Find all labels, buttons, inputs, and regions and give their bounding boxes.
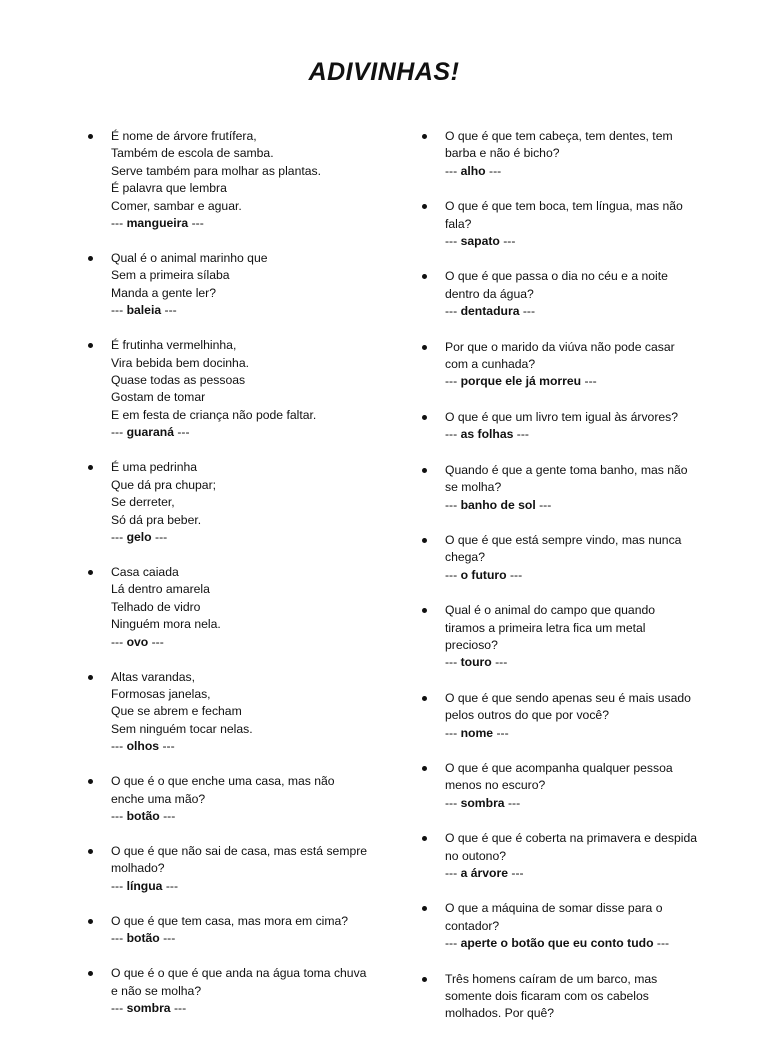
riddle-line: Qual é o animal marinho que — [111, 251, 268, 266]
riddle-line: menos no escuro? — [445, 778, 546, 793]
riddle-line: O que é que sendo apenas seu é mais usado — [445, 690, 691, 705]
riddle-answer: --- dentadura --- — [445, 304, 536, 319]
riddle-answer: --- a árvore --- — [445, 866, 524, 880]
riddle-line: molhados. Por quê? — [445, 1006, 555, 1021]
riddle-item — [86, 965, 386, 1017]
bullet-icon — [422, 468, 427, 473]
riddle-answer: --- língua --- — [111, 878, 179, 893]
riddle-line: Qual é o animal do campo que quando — [445, 603, 656, 618]
riddle-line: Altas varandas, — [111, 669, 196, 684]
bullet-icon — [422, 345, 427, 350]
riddle-item — [420, 198, 710, 250]
riddle-item — [420, 409, 710, 444]
riddle-answer: --- nome --- — [445, 725, 509, 740]
riddle-line: E em festa de criança não pode faltar. — [111, 407, 317, 422]
riddle-answer: --- sombra --- — [111, 1001, 187, 1015]
riddle-line: Serve também para molhar as plantas. — [111, 163, 321, 178]
riddle-item — [420, 532, 710, 584]
riddle-item — [86, 337, 386, 441]
riddle-line: O que é que está sempre vindo, mas nunca — [445, 532, 682, 547]
bullet-icon — [88, 256, 93, 261]
bullet-icon — [422, 906, 427, 911]
riddle-answer: --- porque ele já morreu --- — [445, 374, 597, 389]
riddle-line: dentro da água? — [445, 286, 534, 301]
riddle-line: O que é o que enche uma casa, mas não — [111, 774, 335, 789]
bullet-icon — [422, 204, 427, 209]
bullet-icon — [88, 849, 93, 854]
riddle-answer: --- as folhas --- — [445, 427, 529, 442]
riddle-line: É uma pedrinha — [111, 460, 198, 475]
riddle-line: no outono? — [445, 848, 506, 863]
riddle-item — [86, 773, 386, 825]
riddle-item — [420, 128, 710, 180]
riddle-line: contador? — [445, 918, 500, 933]
riddle-item — [420, 900, 710, 952]
riddle-line: Por que o marido da viúva não pode casar — [445, 339, 675, 354]
riddle-item — [86, 843, 386, 895]
riddle-line: Se derreter, — [111, 495, 175, 510]
page-title: ADIVINHAS! — [308, 58, 460, 86]
bullet-icon — [422, 836, 427, 841]
bullet-icon — [88, 465, 93, 470]
riddle-line: Quando é que a gente toma banho, mas não — [445, 462, 688, 477]
riddle-item — [420, 830, 710, 882]
riddle-line: barba e não é bicho? — [445, 146, 560, 161]
riddle-list-left — [86, 128, 386, 1035]
riddle-item — [86, 459, 386, 546]
riddle-item — [86, 250, 386, 320]
riddle-line: Gostam de tomar — [111, 390, 206, 405]
riddle-item — [86, 669, 386, 756]
bullet-icon — [422, 608, 427, 613]
riddle-item — [86, 564, 386, 651]
riddle-answer: --- botão --- — [111, 931, 176, 946]
riddle-line: Três homens caíram de um barco, mas — [445, 971, 658, 986]
riddle-line: se molha? — [445, 480, 502, 495]
riddle-line: Comer, sambar e aguar. — [111, 198, 242, 213]
riddle-line: Quase todas as pessoas — [111, 373, 246, 388]
riddle-item — [86, 913, 386, 948]
riddle-answer: --- aperte o botão que eu conto tudo --- — [445, 936, 670, 951]
riddle-answer: --- sombra --- — [445, 795, 521, 810]
riddle-answer: --- olhos --- — [111, 739, 175, 754]
riddle-answer: --- baleia --- — [111, 303, 177, 318]
riddle-line: precioso? — [445, 637, 498, 652]
riddle-answer: --- mangueira --- — [111, 216, 204, 231]
riddle-line: É frutinha vermelhinha, — [111, 338, 237, 353]
riddle-answer: --- gelo --- — [111, 529, 168, 544]
riddle-answer: --- guaraná --- — [111, 425, 190, 440]
riddle-line: Casa caiada — [111, 564, 179, 579]
bullet-icon — [88, 134, 93, 139]
riddle-line: O que é o que é que anda na água toma chuva — [111, 966, 367, 981]
riddle-line: Telhado de vidro — [111, 599, 201, 614]
riddle-line: Lá dentro amarela — [111, 582, 210, 597]
bullet-icon — [422, 696, 427, 701]
bullet-icon — [422, 977, 427, 982]
riddle-answer: --- sapato --- — [445, 234, 516, 249]
riddle-line: enche uma mão? — [111, 791, 206, 806]
riddle-line: Vira bebida bem docinha. — [111, 355, 249, 370]
riddle-list-right — [420, 128, 710, 1041]
riddle-line: chega? — [445, 550, 485, 565]
bullet-icon — [422, 415, 427, 420]
riddle-line: com a cunhada? — [445, 357, 536, 372]
riddle-item — [420, 760, 710, 812]
riddle-line: O que é que não sai de casa, mas está sempre — [111, 843, 368, 858]
riddle-line: Sem ninguém tocar nelas. — [111, 721, 253, 736]
riddle-answer: --- ovo --- — [111, 634, 164, 649]
riddle-item — [420, 268, 710, 320]
riddle-line: somente dois ficaram com os cabelos — [445, 989, 649, 1004]
riddle-line: O que é que tem casa, mas mora em cima? — [111, 913, 349, 928]
bullet-icon — [88, 675, 93, 680]
riddle-line: O que é que é coberta na primavera e despida — [445, 831, 698, 846]
bullet-icon — [422, 766, 427, 771]
riddle-line: Só dá pra beber. — [111, 512, 202, 527]
riddle-line: Também de escola de samba. — [111, 146, 274, 161]
riddle-item — [420, 462, 710, 514]
riddle-line: tiramos a primeira letra fica um metal — [445, 620, 646, 635]
riddle-item — [420, 690, 710, 742]
riddle-line: fala? — [445, 216, 472, 231]
riddle-line: Manda a gente ler? — [111, 285, 217, 300]
riddle-line: É nome de árvore frutífera, — [111, 129, 257, 143]
bullet-icon — [88, 570, 93, 575]
riddle-line: O que é que tem cabeça, tem dentes, tem — [445, 129, 673, 143]
riddle-answer: --- o futuro --- — [445, 567, 523, 582]
riddle-line: O que é que tem boca, tem língua, mas não — [445, 199, 683, 214]
riddle-item — [420, 339, 710, 391]
riddle-answer: --- alho --- — [445, 163, 502, 178]
riddle-item — [420, 971, 710, 1023]
bullet-icon — [88, 971, 93, 976]
riddle-line: Sem a primeira sílaba — [111, 268, 230, 283]
bullet-icon — [88, 919, 93, 924]
bullet-icon — [422, 274, 427, 279]
riddle-line: Ninguém mora nela. — [111, 617, 221, 632]
riddle-line: O que é que um livro tem igual às árvores? — [445, 409, 679, 424]
riddle-line: Que dá pra chupar; — [111, 477, 217, 492]
bullet-icon — [422, 538, 427, 543]
riddle-line: Que se abrem e fecham — [111, 704, 242, 719]
riddle-line: pelos outros do que por você? — [445, 708, 609, 723]
riddle-item — [86, 128, 386, 232]
riddle-line: O que a máquina de somar disse para o — [445, 901, 663, 916]
bullet-icon — [88, 779, 93, 784]
riddle-line: e não se molha? — [111, 983, 202, 998]
riddle-line: Formosas janelas, — [111, 686, 211, 701]
riddle-line: O que é que acompanha qualquer pessoa — [445, 760, 673, 775]
riddle-answer: --- botão --- — [111, 808, 176, 823]
riddle-answer: --- touro --- — [445, 655, 508, 670]
bullet-icon — [422, 134, 427, 139]
bullet-icon — [88, 343, 93, 348]
riddle-answer: --- banho de sol --- — [445, 497, 552, 512]
riddle-item — [420, 602, 710, 672]
riddle-line: O que é que passa o dia no céu e a noite — [445, 269, 668, 284]
riddle-line: molhado? — [111, 861, 165, 876]
riddle-line: É palavra que lembra — [111, 181, 227, 196]
